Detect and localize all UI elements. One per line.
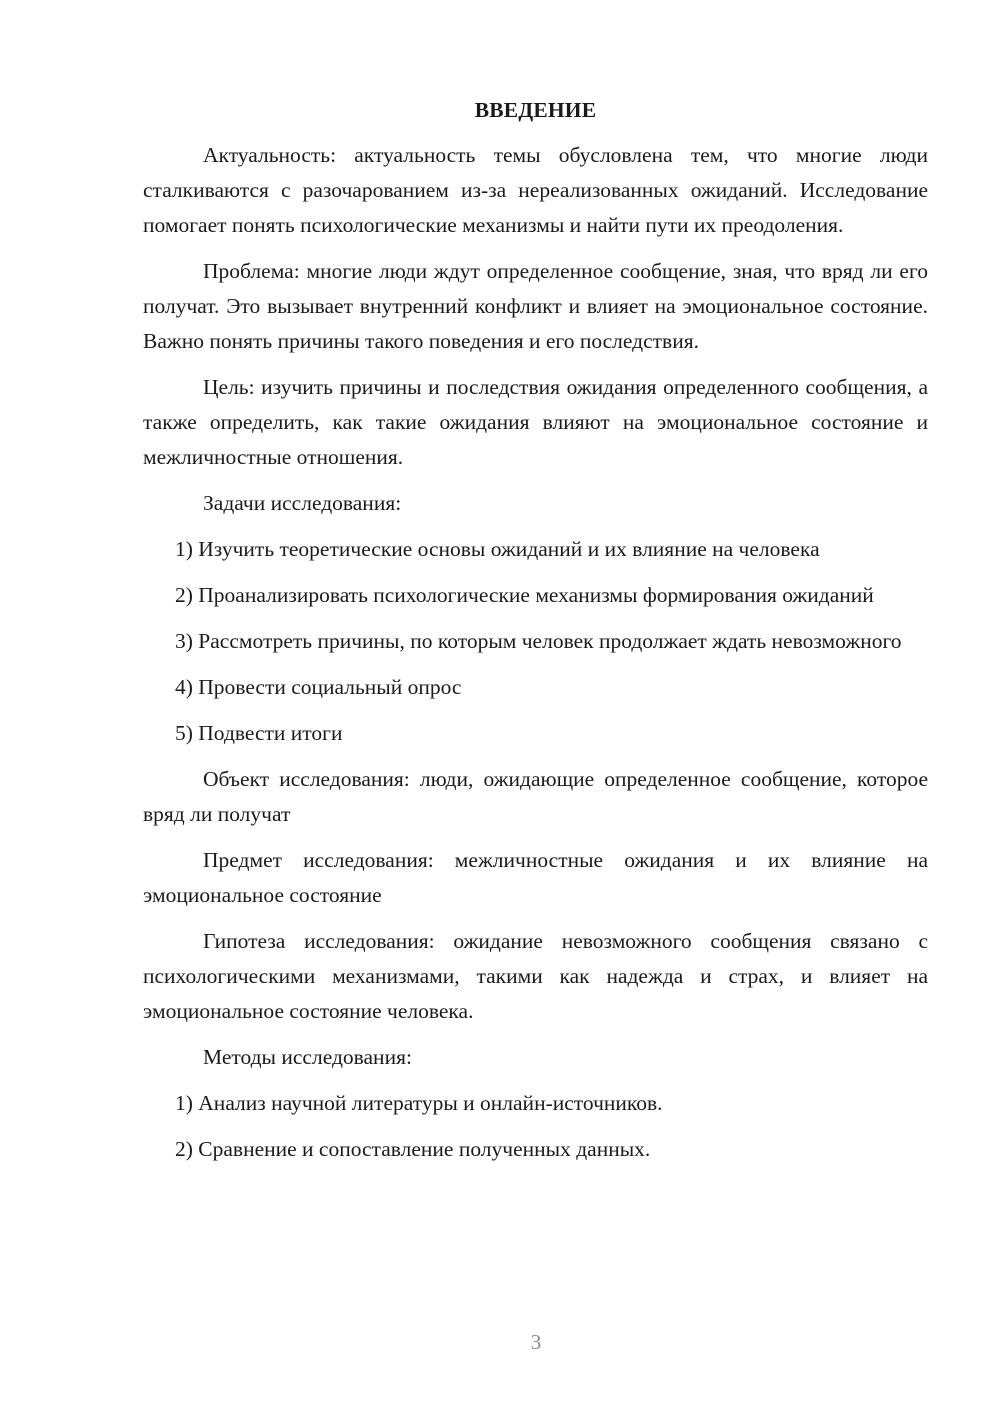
task-item-1: 1) Изучить теоретические основы ожиданий и их влияние на человека — [175, 537, 820, 561]
subject-paragraph: Предмет исследования: межличностные ожидания и их влияние на эмоциональное состояние — [143, 848, 928, 907]
document-page — [143, 93, 928, 1178]
task-item-2: 2) Проанализировать психологические механизмы формирования ожиданий — [175, 583, 874, 607]
page-heading: ВВЕДЕНИЕ — [474, 98, 597, 122]
method-item-1: 1) Анализ научной литературы и онлайн-источников. — [175, 1091, 663, 1115]
task-item-3: 3) Рассмотреть причины, по которым человек продолжает ждать невозможного — [175, 629, 902, 653]
method-item-2: 2) Сравнение и сопоставление полученных данных. — [175, 1137, 651, 1161]
page-number: 3 — [530, 1330, 542, 1354]
task-item-4: 4) Провести социальный опрос — [175, 675, 462, 699]
task-item-5: 5) Подвести итоги — [175, 721, 343, 745]
problem-paragraph: Проблема: многие люди ждут определенное сообщение, зная, что вряд ли его получат. Это вызывает внутренний конфликт и влияет на эмоциональное состояние. Важно понять причины такого поведения и его последствия. — [143, 259, 928, 353]
hypothesis-paragraph: Гипотеза исследования: ожидание невозможного сообщения связано с психологическими механизмами, такими как надежда и страх, и влияет на эмоциональное состояние человека. — [143, 929, 928, 1023]
goal-paragraph: Цель: изучить причины и последствия ожидания определенного сообщения, а также определить, как такие ожидания влияют на эмоциональное состояние и межличностные отношения. — [143, 375, 928, 469]
methods-title: Методы исследования: — [203, 1045, 412, 1069]
object-paragraph: Объект исследования: люди, ожидающие определенное сообщение, которое вряд ли получат — [143, 767, 928, 826]
tasks-title: Задачи исследования: — [203, 491, 402, 515]
relevance-paragraph: Актуальность: актуальность темы обусловлена тем, что многие люди сталкиваются с разочарованием из-за нереализованных ожиданий. Исследование помогает понять психологические механизмы и найти пути их преодоления. — [143, 143, 928, 237]
